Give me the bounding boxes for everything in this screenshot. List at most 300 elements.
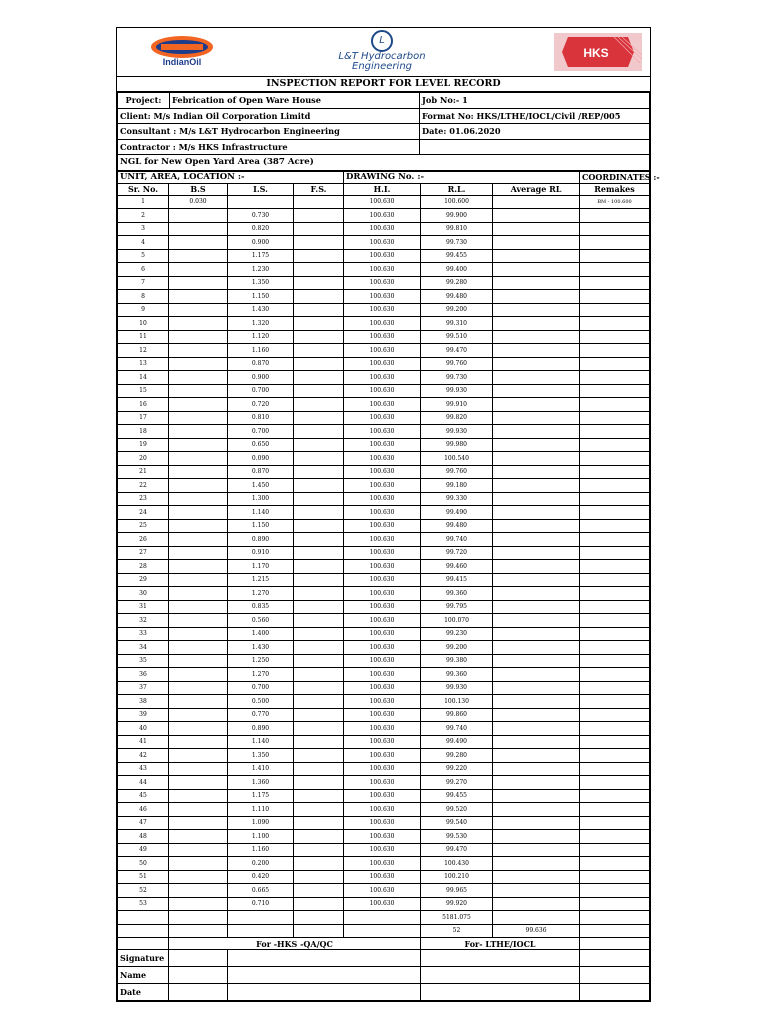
column-header-row	[118, 183, 650, 195]
cell-is: 1.250	[228, 654, 294, 668]
cell-rl: 99.230	[421, 627, 493, 641]
cell-remarks	[580, 803, 650, 817]
cell-fs	[294, 209, 344, 223]
cell-bs	[169, 330, 228, 344]
cell-rl: 99.400	[421, 263, 493, 277]
cell-bs	[169, 749, 228, 763]
cell-average-rl	[493, 668, 580, 682]
table-row	[118, 290, 650, 304]
table-row	[118, 533, 650, 547]
cell-rl: 99.720	[421, 546, 493, 560]
cell-average-rl	[493, 560, 580, 574]
coordinates: COORDINATES :-	[580, 171, 650, 183]
cell-hi: 100.630	[344, 344, 421, 358]
cell-sr-no: 47	[118, 816, 169, 830]
cell-fs	[294, 236, 344, 250]
cell-is: 1.150	[228, 290, 294, 304]
cell-fs	[294, 884, 344, 898]
cell-hi: 100.630	[344, 587, 421, 601]
cell-sr-no: 36	[118, 668, 169, 682]
cell-bs	[169, 344, 228, 358]
cell-bs	[169, 290, 228, 304]
cell-remarks	[580, 303, 650, 317]
cell-bs	[169, 654, 228, 668]
cell-fs	[294, 749, 344, 763]
cell-average-rl	[493, 506, 580, 520]
cell-is: 1.120	[228, 330, 294, 344]
cell-rl: 99.480	[421, 290, 493, 304]
cell-remarks	[580, 681, 650, 695]
cell-sr-no: 14	[118, 371, 169, 385]
table-row	[118, 600, 650, 614]
cell-bs	[169, 317, 228, 331]
cell-bs	[169, 411, 228, 425]
cell-average-rl	[493, 614, 580, 628]
cell-bs	[169, 209, 228, 223]
cell-average-rl	[493, 884, 580, 898]
cell-hi: 100.630	[344, 789, 421, 803]
hks-logo	[554, 33, 642, 71]
cell-is: 0.700	[228, 681, 294, 695]
cell-remarks	[580, 465, 650, 479]
cell-is: 1.170	[228, 560, 294, 574]
cell-fs	[294, 708, 344, 722]
cell-bs	[169, 506, 228, 520]
cell-remarks	[580, 695, 650, 709]
cell-rl: 99.520	[421, 803, 493, 817]
cell-rl: 99.860	[421, 708, 493, 722]
cell-bs	[169, 398, 228, 412]
col-header-hi: H.I.	[344, 183, 421, 195]
cell-average-rl	[493, 735, 580, 749]
signature-row	[118, 950, 650, 967]
report-date: Date: 01.06.2020	[420, 124, 650, 140]
cell-remarks	[580, 546, 650, 560]
table-row	[118, 789, 650, 803]
cell-average-rl	[493, 830, 580, 844]
cell-is: 1.430	[228, 641, 294, 655]
cell-remarks	[580, 641, 650, 655]
cell-average-rl	[493, 425, 580, 439]
cell-remarks	[580, 789, 650, 803]
cell-rl: 99.380	[421, 654, 493, 668]
table-row	[118, 816, 650, 830]
cell-fs	[294, 344, 344, 358]
cell-average-rl	[493, 317, 580, 331]
cell-fs	[294, 222, 344, 236]
hks-logo-text: HKS	[583, 46, 609, 60]
count-points: 52	[421, 924, 493, 938]
cell-remarks	[580, 506, 650, 520]
cell-is: 1.100	[228, 830, 294, 844]
cell-sr-no: 23	[118, 492, 169, 506]
table-row	[118, 762, 650, 776]
cell-is: 1.160	[228, 843, 294, 857]
cell-remarks	[580, 492, 650, 506]
cell-is: 0.560	[228, 614, 294, 628]
cell-rl: 99.220	[421, 762, 493, 776]
cell-remarks	[580, 317, 650, 331]
consultant: Consultant : M/s L&T Hydrocarbon Engineering	[118, 124, 420, 140]
cell-sr-no: 34	[118, 641, 169, 655]
table-row	[118, 303, 650, 317]
name-row	[118, 967, 650, 984]
cell-bs	[169, 789, 228, 803]
cell-bs: 0.030	[169, 195, 228, 209]
cell-hi: 100.630	[344, 708, 421, 722]
table-row	[118, 668, 650, 682]
cell-sr-no: 45	[118, 789, 169, 803]
cell-bs	[169, 533, 228, 547]
table-row	[118, 857, 650, 871]
cell-rl: 99.180	[421, 479, 493, 493]
cell-hi: 100.630	[344, 641, 421, 655]
cell-remarks	[580, 762, 650, 776]
cell-sr-no: 51	[118, 870, 169, 884]
cell-fs	[294, 573, 344, 587]
sum-rl: 5181.075	[421, 911, 493, 925]
cell-hi: 100.630	[344, 492, 421, 506]
cell-sr-no: 26	[118, 533, 169, 547]
cell-fs	[294, 695, 344, 709]
cell-is: 0.700	[228, 384, 294, 398]
cell-average-rl	[493, 398, 580, 412]
cell-fs	[294, 762, 344, 776]
cell-remarks	[580, 614, 650, 628]
cell-remarks	[580, 371, 650, 385]
cell-sr-no: 5	[118, 249, 169, 263]
cell-fs	[294, 560, 344, 574]
col-header-rl: R.L.	[421, 183, 493, 195]
table-row	[118, 722, 650, 736]
cell-is: 0.200	[228, 857, 294, 871]
cell-average-rl	[493, 303, 580, 317]
cell-remarks	[580, 816, 650, 830]
cell-average-rl	[493, 573, 580, 587]
cell-rl: 99.795	[421, 600, 493, 614]
cell-average-rl	[493, 371, 580, 385]
cell-average-rl	[493, 195, 580, 209]
cell-remarks	[580, 560, 650, 574]
cell-bs	[169, 560, 228, 574]
table-row	[118, 560, 650, 574]
cell-remarks: BM - 100.600	[580, 195, 650, 209]
cell-fs	[294, 533, 344, 547]
cell-bs	[169, 627, 228, 641]
cell-hi: 100.630	[344, 884, 421, 898]
cell-average-rl	[493, 546, 580, 560]
cell-hi: 100.630	[344, 357, 421, 371]
cell-fs	[294, 263, 344, 277]
cell-remarks	[580, 749, 650, 763]
cell-average-rl	[493, 627, 580, 641]
cell-fs	[294, 857, 344, 871]
cell-hi: 100.630	[344, 776, 421, 790]
cell-is: 0.810	[228, 411, 294, 425]
cell-hi: 100.630	[344, 681, 421, 695]
table-row	[118, 411, 650, 425]
table-row	[118, 465, 650, 479]
cell-hi: 100.630	[344, 303, 421, 317]
cell-bs	[169, 587, 228, 601]
cell-sr-no: 8	[118, 290, 169, 304]
logo-header	[117, 28, 650, 77]
cell-hi: 100.630	[344, 654, 421, 668]
col-header-remarks: Remakes	[580, 183, 650, 195]
cell-sr-no: 48	[118, 830, 169, 844]
table-row	[118, 654, 650, 668]
date-label: Date	[118, 984, 169, 1001]
cell-rl: 99.360	[421, 668, 493, 682]
table-row	[118, 222, 650, 236]
cell-hi: 100.630	[344, 276, 421, 290]
table-row	[118, 276, 650, 290]
cell-hi: 100.630	[344, 317, 421, 331]
cell-is: 1.400	[228, 627, 294, 641]
cell-rl: 99.455	[421, 789, 493, 803]
cell-rl: 99.200	[421, 303, 493, 317]
cell-rl: 100.210	[421, 870, 493, 884]
table-row	[118, 357, 650, 371]
cell-is: 0.890	[228, 533, 294, 547]
cell-sr-no: 3	[118, 222, 169, 236]
cell-hi: 100.630	[344, 897, 421, 911]
cell-is: 0.090	[228, 452, 294, 466]
cell-average-rl	[493, 870, 580, 884]
cell-bs	[169, 263, 228, 277]
cell-average-rl	[493, 857, 580, 871]
cell-hi: 100.630	[344, 830, 421, 844]
cell-is: 0.820	[228, 222, 294, 236]
table-row	[118, 452, 650, 466]
cell-bs	[169, 816, 228, 830]
cell-is: 0.835	[228, 600, 294, 614]
cell-hi: 100.630	[344, 425, 421, 439]
cell-hi: 100.630	[344, 816, 421, 830]
indianoil-logo-text: IndianOil	[162, 57, 202, 67]
cell-is: 0.700	[228, 425, 294, 439]
cell-fs	[294, 249, 344, 263]
cell-sr-no: 28	[118, 560, 169, 574]
cell-average-rl	[493, 479, 580, 493]
cell-sr-no: 38	[118, 695, 169, 709]
cell-is: 0.870	[228, 465, 294, 479]
col-header-bs: B.S	[169, 183, 228, 195]
table-row	[118, 884, 650, 898]
cell-average-rl	[493, 276, 580, 290]
cell-remarks	[580, 209, 650, 223]
cell-remarks	[580, 479, 650, 493]
cell-average-rl	[493, 384, 580, 398]
table-row	[118, 749, 650, 763]
cell-sr-no: 33	[118, 627, 169, 641]
table-row	[118, 263, 650, 277]
cell-bs	[169, 519, 228, 533]
cell-is: 1.270	[228, 668, 294, 682]
cell-remarks	[580, 830, 650, 844]
cell-is: 1.350	[228, 749, 294, 763]
cell-average-rl	[493, 209, 580, 223]
cell-average-rl	[493, 290, 580, 304]
cell-sr-no: 2	[118, 209, 169, 223]
cell-rl: 99.540	[421, 816, 493, 830]
table-row	[118, 330, 650, 344]
cell-bs	[169, 303, 228, 317]
cell-hi: 100.630	[344, 263, 421, 277]
cell-is: 1.300	[228, 492, 294, 506]
table-row	[118, 546, 650, 560]
cell-fs	[294, 276, 344, 290]
cell-bs	[169, 438, 228, 452]
cell-rl: 99.470	[421, 843, 493, 857]
cell-fs	[294, 641, 344, 655]
cell-remarks	[580, 276, 650, 290]
signature-header-row	[118, 938, 650, 950]
table-row	[118, 573, 650, 587]
cell-bs	[169, 276, 228, 290]
cell-remarks	[580, 654, 650, 668]
cell-sr-no: 18	[118, 425, 169, 439]
cell-remarks	[580, 263, 650, 277]
cell-is: 1.450	[228, 479, 294, 493]
cell-is: 1.360	[228, 776, 294, 790]
cell-hi: 100.630	[344, 330, 421, 344]
cell-hi: 100.630	[344, 236, 421, 250]
table-row	[118, 344, 650, 358]
table-row	[118, 317, 650, 331]
cell-sr-no: 31	[118, 600, 169, 614]
totals-row-average	[118, 924, 650, 938]
cell-hi: 100.630	[344, 506, 421, 520]
cell-average-rl	[493, 600, 580, 614]
cell-hi: 100.630	[344, 371, 421, 385]
cell-hi: 100.630	[344, 249, 421, 263]
table-row	[118, 398, 650, 412]
cell-remarks	[580, 735, 650, 749]
col-header-fs: F.S.	[294, 183, 344, 195]
cell-bs	[169, 641, 228, 655]
cell-average-rl	[493, 681, 580, 695]
cell-bs	[169, 479, 228, 493]
cell-bs	[169, 708, 228, 722]
cell-remarks	[580, 425, 650, 439]
cell-average-rl	[493, 654, 580, 668]
cell-fs	[294, 546, 344, 560]
cell-hi: 100.630	[344, 479, 421, 493]
cell-rl: 99.530	[421, 830, 493, 844]
cell-average-rl	[493, 641, 580, 655]
cell-rl: 99.490	[421, 506, 493, 520]
cell-fs	[294, 479, 344, 493]
cell-hi: 100.630	[344, 843, 421, 857]
cell-bs	[169, 735, 228, 749]
cell-remarks	[580, 357, 650, 371]
cell-sr-no: 50	[118, 857, 169, 871]
table-row	[118, 681, 650, 695]
cell-remarks	[580, 722, 650, 736]
contractor: Contractor : M/s HKS Infrastructure	[118, 139, 420, 155]
cell-rl: 99.980	[421, 438, 493, 452]
cell-rl: 99.280	[421, 749, 493, 763]
format-no: Format No: HKS/LTHE/IOCL/Civil /REP/005	[422, 110, 621, 121]
cell-sr-no: 7	[118, 276, 169, 290]
cell-rl: 99.965	[421, 884, 493, 898]
cell-rl: 99.510	[421, 330, 493, 344]
table-row	[118, 614, 650, 628]
table-row	[118, 897, 650, 911]
cell-rl: 99.930	[421, 681, 493, 695]
cell-is: 0.650	[228, 438, 294, 452]
cell-fs	[294, 330, 344, 344]
cell-average-rl	[493, 803, 580, 817]
cell-rl: 99.760	[421, 357, 493, 371]
cell-sr-no: 22	[118, 479, 169, 493]
lt-logo-line1: L&T Hydrocarbon	[338, 51, 426, 62]
cell-hi: 100.630	[344, 533, 421, 547]
cell-sr-no: 25	[118, 519, 169, 533]
cell-is: 1.430	[228, 303, 294, 317]
cell-hi: 100.630	[344, 384, 421, 398]
cell-fs	[294, 627, 344, 641]
cell-bs	[169, 492, 228, 506]
cell-remarks	[580, 330, 650, 344]
cell-sr-no: 15	[118, 384, 169, 398]
cell-remarks	[580, 236, 650, 250]
cell-rl: 99.810	[421, 222, 493, 236]
cell-hi: 100.630	[344, 465, 421, 479]
cell-hi: 100.630	[344, 857, 421, 871]
cell-fs	[294, 870, 344, 884]
cell-rl: 99.200	[421, 641, 493, 655]
level-record-table	[117, 171, 660, 1002]
cell-fs	[294, 425, 344, 439]
cell-rl: 99.760	[421, 465, 493, 479]
cell-is: 1.175	[228, 789, 294, 803]
cell-average-rl	[493, 587, 580, 601]
table-row	[118, 708, 650, 722]
cell-hi: 100.630	[344, 870, 421, 884]
cell-hi: 100.630	[344, 209, 421, 223]
lt-logo-mark-icon: L	[371, 30, 393, 52]
cell-rl: 99.415	[421, 573, 493, 587]
cell-fs	[294, 776, 344, 790]
cell-bs	[169, 843, 228, 857]
cell-rl: 99.740	[421, 533, 493, 547]
table-row	[118, 641, 650, 655]
cell-average-rl	[493, 533, 580, 547]
cell-rl: 99.490	[421, 735, 493, 749]
client: Client: M/s Indian Oil Corporation Limitd	[118, 108, 420, 124]
cell-sr-no: 32	[118, 614, 169, 628]
cell-average-rl	[493, 708, 580, 722]
cell-bs	[169, 236, 228, 250]
job-no: Job No:- 1	[420, 93, 650, 109]
cell-is: 1.175	[228, 249, 294, 263]
cell-is: 0.720	[228, 398, 294, 412]
lt-logo-line2: Engineering	[352, 61, 412, 72]
cell-rl: 99.360	[421, 587, 493, 601]
cell-is: 0.420	[228, 870, 294, 884]
cell-fs	[294, 357, 344, 371]
cell-sr-no: 6	[118, 263, 169, 277]
table-row	[118, 438, 650, 452]
cell-rl: 99.270	[421, 776, 493, 790]
cell-fs	[294, 789, 344, 803]
cell-hi: 100.630	[344, 411, 421, 425]
cell-is: 1.410	[228, 762, 294, 776]
cell-fs	[294, 668, 344, 682]
cell-is: 0.500	[228, 695, 294, 709]
